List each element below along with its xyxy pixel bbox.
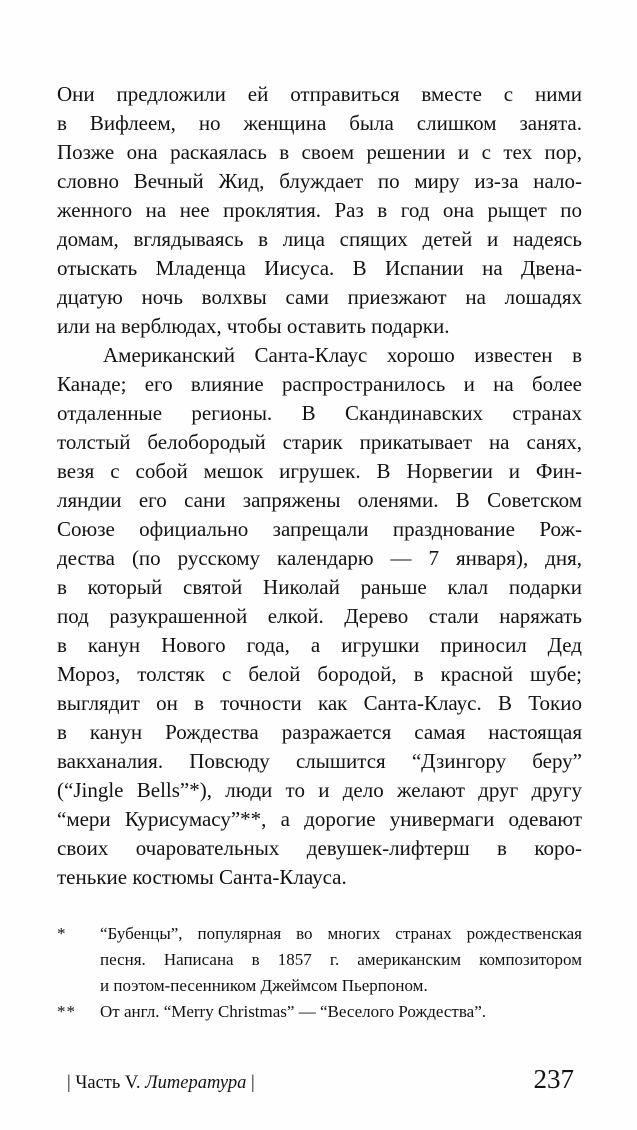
text-line: в канун Рождества разражается самая настоящая: [57, 720, 582, 744]
running-title-prefix: | Часть V.: [67, 1073, 146, 1093]
footnote-marker: **: [57, 1002, 76, 1021]
text-line: вакханалия. Повсюду слышится “Дзингору беру”: [57, 749, 582, 773]
text-line: Союзе официально запрещали празднование Рож-: [57, 517, 582, 541]
text-line: словно Вечный Жид, блуждает по миру из-за нало-: [57, 169, 582, 193]
text-line: ляндии его сани запряжены оленями. В Советском: [57, 488, 582, 512]
text-line: везя с собой мешок игрушек. В Норвегии и Фин-: [57, 459, 582, 483]
running-title-suffix: |: [246, 1073, 255, 1093]
body-text: [57, 80, 582, 892]
text-line: дества (по русскому календарю — 7 января), дня,: [57, 546, 582, 570]
text-line: отдаленные регионы. В Скандинавских странах: [57, 401, 582, 425]
text-line: отыскать Младенца Иисуса. В Испании на Двена-: [57, 256, 582, 280]
text-line: своих очаровательных девушек-лифтерш в коро-: [57, 836, 582, 860]
footnote-line: песня. Написана в 1857 г. американским композитором: [100, 950, 582, 969]
text-line: в канун Нового года, а игрушки приносил Дед: [57, 633, 582, 657]
footnote: [57, 921, 582, 999]
text-line: женного на нее проклятия. Раз в год она рыщет по: [57, 198, 582, 222]
footnote-text: [100, 921, 582, 999]
text-line: домам, вглядываясь в лица спящих детей и надеясь: [57, 227, 582, 251]
footnote-line: “Бубенцы”, популярная во многих странах рождественская: [100, 924, 582, 943]
text-line: Американский Санта-Клаус хорошо известен в: [103, 343, 582, 367]
footnote-text: [100, 999, 582, 1025]
text-line: Они предложили ей отправиться вместе с ними: [57, 82, 582, 106]
text-line: в который святой Николай раньше клал подарки: [57, 575, 582, 599]
text-line: или на верблюдах, чтобы оставить подарки.: [57, 314, 450, 338]
footnote: [57, 999, 582, 1025]
text-line: толстый белобородый старик прикатывает на санях,: [57, 430, 582, 454]
text-line: выглядит он в точности как Санта-Клаус. В Токио: [57, 691, 582, 715]
page-footer: [57, 1064, 574, 1098]
footnote-line: От англ. “Merry Christmas” — “Веселого Рождества”.: [100, 1002, 486, 1021]
text-line: под разукрашенной елкой. Дерево стали наряжать: [57, 604, 582, 628]
footnote-marker: *: [57, 924, 67, 943]
text-line: тенькие костюмы Санта-Клауса.: [57, 865, 347, 889]
text-line: (“Jingle Bells”*), люди то и дело желают друг другу: [57, 778, 582, 802]
running-title: [57, 1068, 255, 1098]
text-line: в Вифлеем, но женщина была слишком занята.: [57, 111, 582, 135]
running-title-section: Литература: [145, 1073, 247, 1093]
text-line: Канаде; его влияние распространилось и на более: [57, 372, 582, 396]
footnote-line: и поэтом-песенником Джеймсом Пьерпоном.: [100, 976, 428, 995]
text-line: Позже она раскаялась в своем решении и с тех пор,: [57, 140, 582, 164]
text-line: Мороз, толстяк с белой бородой, в красной шубе;: [57, 662, 582, 686]
page-number: 237: [533, 1064, 574, 1094]
footnotes: [57, 921, 582, 1025]
text-line: дцатую ночь волхвы сами приезжают на лошадях: [57, 285, 582, 309]
text-line: “мери Курисумасу”**, а дорогие универмаги одевают: [57, 807, 582, 831]
